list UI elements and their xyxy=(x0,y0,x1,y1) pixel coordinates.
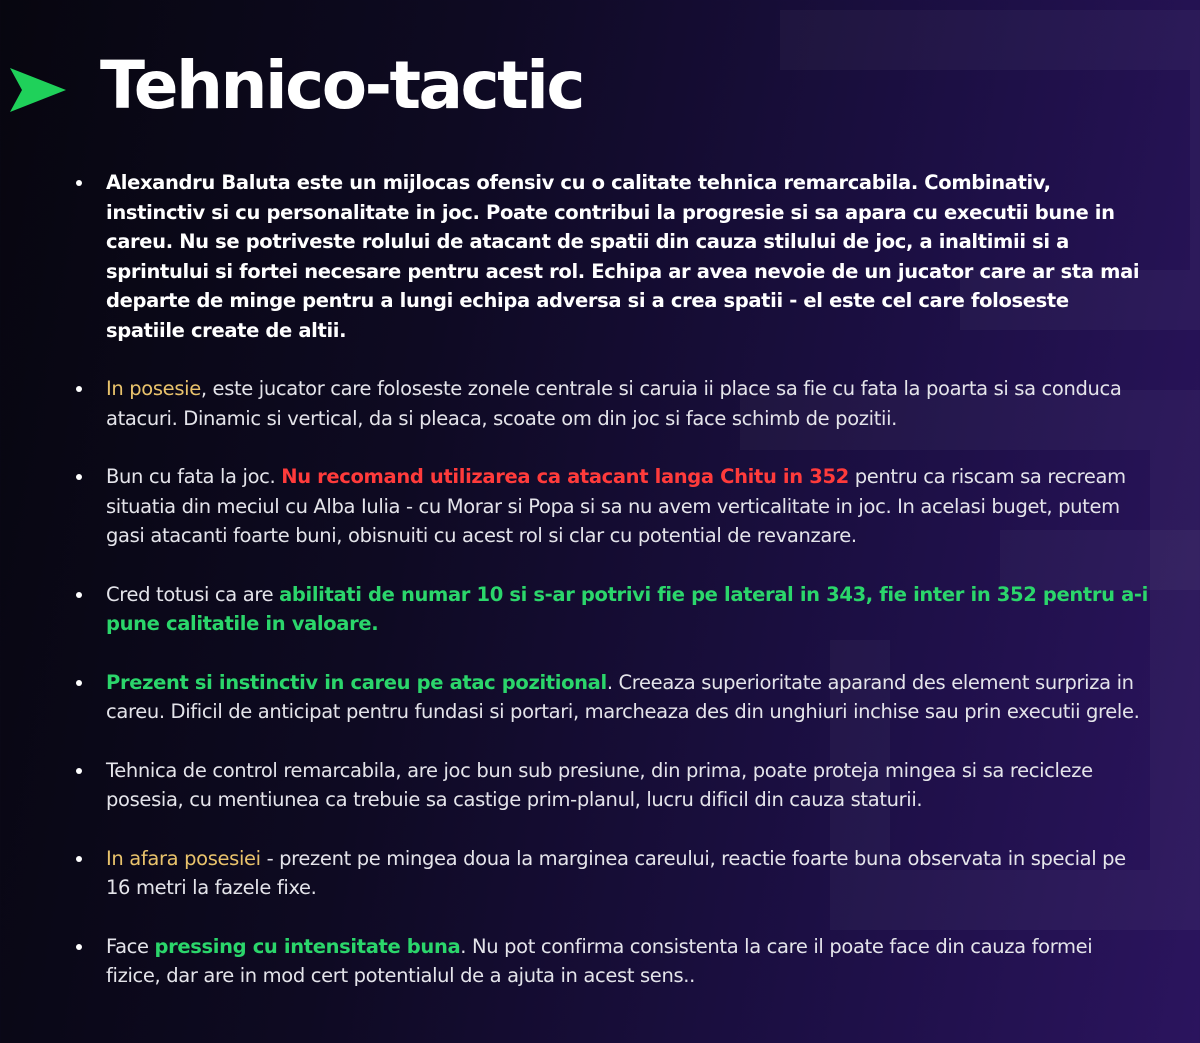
highlight-text: abilitati de numar 10 si s-ar potrivi fie pe lateral in 343, fie inter in 352 pentru a-i pune calitatile in valoare. xyxy=(106,582,1148,635)
bullet-item xyxy=(0,462,1151,551)
bullet-text: . Creeaza superioritate aparand des element surpriza in careu. Dificil de anticipat pentru fundasi si portari, marcheaza des din unghiuri inchise sau prin executii grele. xyxy=(106,670,1140,723)
bullet-text: Cred totusi ca are xyxy=(106,582,280,606)
bullet-item xyxy=(0,756,1151,815)
page-title: Tehnico-tactic xyxy=(100,47,583,124)
bullet-text: pentru ca riscam sa recream situatia din meciul cu Alba Iulia - cu Morar si Popa si sa nu avem verticalitate in joc. In acelasi buget, putem gasi atacanti foarte buni, obisnuiti cu acest rol si clar cu potential de revanzare. xyxy=(106,465,1126,547)
arrow-right-icon xyxy=(10,68,66,112)
bullet-text: Bun cu fata la joc. xyxy=(106,465,282,488)
bullet-item xyxy=(0,168,1151,345)
bullet-list xyxy=(0,168,1200,1020)
highlight-text: In posesie xyxy=(106,377,201,400)
highlight-text: In afara posesiei xyxy=(106,846,261,870)
highlight-text: pressing cu intensitate buna xyxy=(154,934,461,958)
header xyxy=(0,30,1200,140)
bullet-item xyxy=(0,580,1151,639)
bullet-item xyxy=(0,932,1151,991)
bullet-text: Alexandru Baluta este un mijlocas ofensiv cu o calitate tehnica remarcabila. Combinativ, instinctiv si cu personalitate in joc. Poate contribui la progresie si sa apara cu executii bune in careu. Nu se potriveste rolului de atacant de spatii din cauza stilului de joc, a inaltimii si a sprintului si fortei necesare pentru acest rol. Echipa ar avea nevoie de un jucator care ar sta mai departe de minge pentru a lungi echipa adversa si a crea spatii - el este cel care foloseste spatiile create de altii. xyxy=(106,171,1140,342)
bullet-text: Tehnica de control remarcabila, are joc bun sub presiune, din prima, poate proteja mingea si sa recicleze posesia, cu mentiunea ca trebuie sa castige prim-planul, lucru dificil din cauza staturii. xyxy=(106,758,1093,811)
highlight-text: Nu recomand utilizarea ca atacant langa Chitu in 352 xyxy=(281,465,849,488)
bullet-text: - prezent pe mingea doua la marginea careului, reactie foarte buna observata in special pe 16 metri la fazele fixe. xyxy=(106,846,1126,899)
bullet-item xyxy=(0,374,1151,433)
bullet-item xyxy=(0,668,1151,727)
bullet-text: , este jucator care foloseste zonele centrale si caruia ii place sa fie cu fata la poarta si sa conduca atacuri. Dinamic si vertical, da si pleaca, scoate om din joc si face schimb de pozitii. xyxy=(106,377,1122,430)
bullet-text: Face xyxy=(106,934,155,958)
highlight-text: Prezent si instinctiv in careu pe atac pozitional xyxy=(106,670,607,694)
bullet-text: . Nu pot confirma consistenta la care il poate face din cauza formei fizice, dar are in mod cert potentialul de a ajuta in acest sens.. xyxy=(106,934,1093,987)
bullet-item xyxy=(0,844,1151,903)
